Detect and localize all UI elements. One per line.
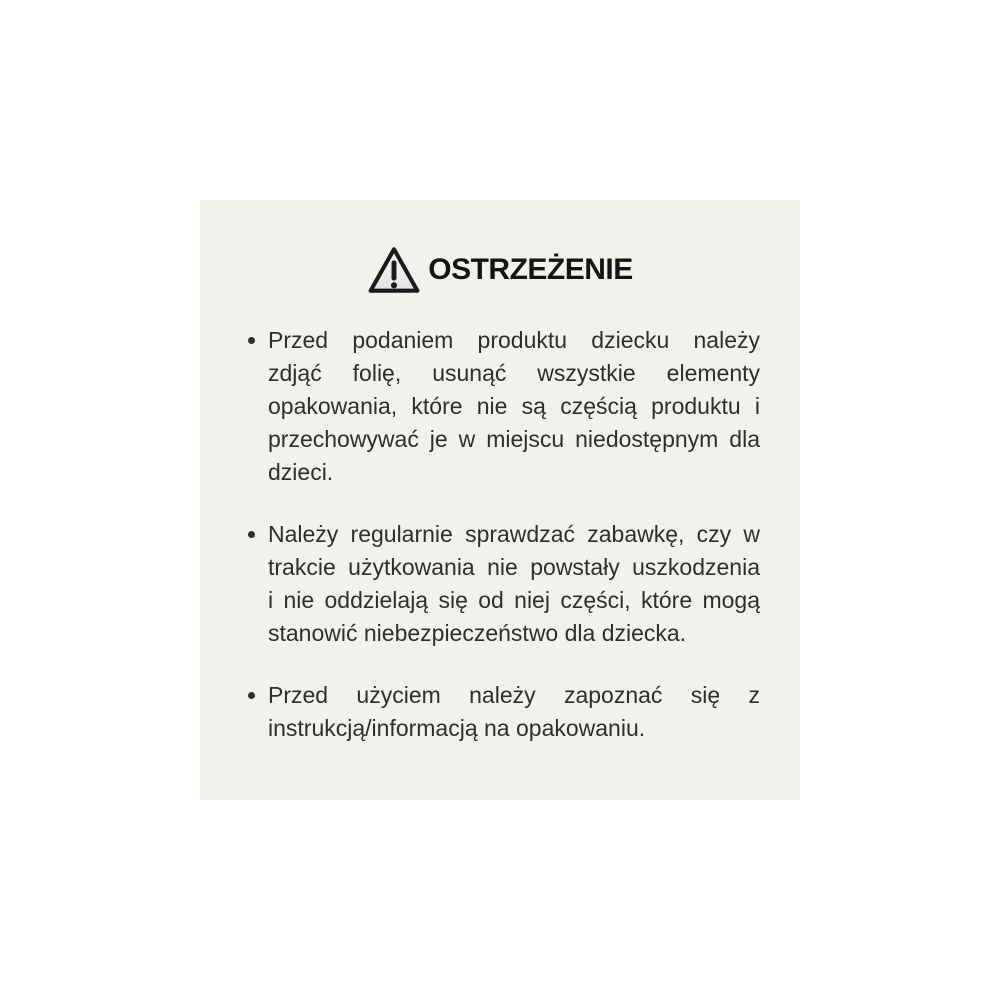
warning-text-line: Należy regularnie sprawdzać zabawkę, czy w [268, 521, 760, 547]
warning-text-line: Przed podaniem produktu dziecku należy [268, 327, 760, 353]
warning-text-line: instrukcją/informacją na opakowaniu. [268, 715, 646, 741]
warning-text-line: i nie oddzielają się od niej części, które mogą [268, 587, 760, 613]
warning-text-line: opakowania, które nie są częścią produktu i [268, 393, 760, 419]
warning-triangle-icon [367, 244, 421, 296]
warning-text-line: trakcie użytkowania nie powstały uszkodzenia [268, 554, 760, 580]
warning-text-line: dzieci. [268, 459, 334, 485]
warning-card [200, 200, 800, 800]
warning-text-line: zdjąć folię, usunąć wszystkie elementy [268, 360, 760, 386]
warning-text-line: przechowywać je w miejscu niedostępnym dla [268, 426, 760, 452]
bullet-icon [248, 531, 255, 538]
warning-text-line: stanowić niebezpieczeństwo dla dziecka. [268, 620, 687, 646]
bullet-icon [248, 337, 255, 344]
warning-item [248, 679, 760, 745]
warning-item [248, 324, 760, 489]
bullet-icon [248, 692, 255, 699]
warning-title: OSTRZEŻENIE [428, 253, 633, 286]
warning-list [248, 324, 760, 745]
warning-header [240, 243, 760, 297]
warning-text-line: Przed użyciem należy zapoznać się z [268, 682, 760, 708]
warning-item [248, 518, 760, 650]
